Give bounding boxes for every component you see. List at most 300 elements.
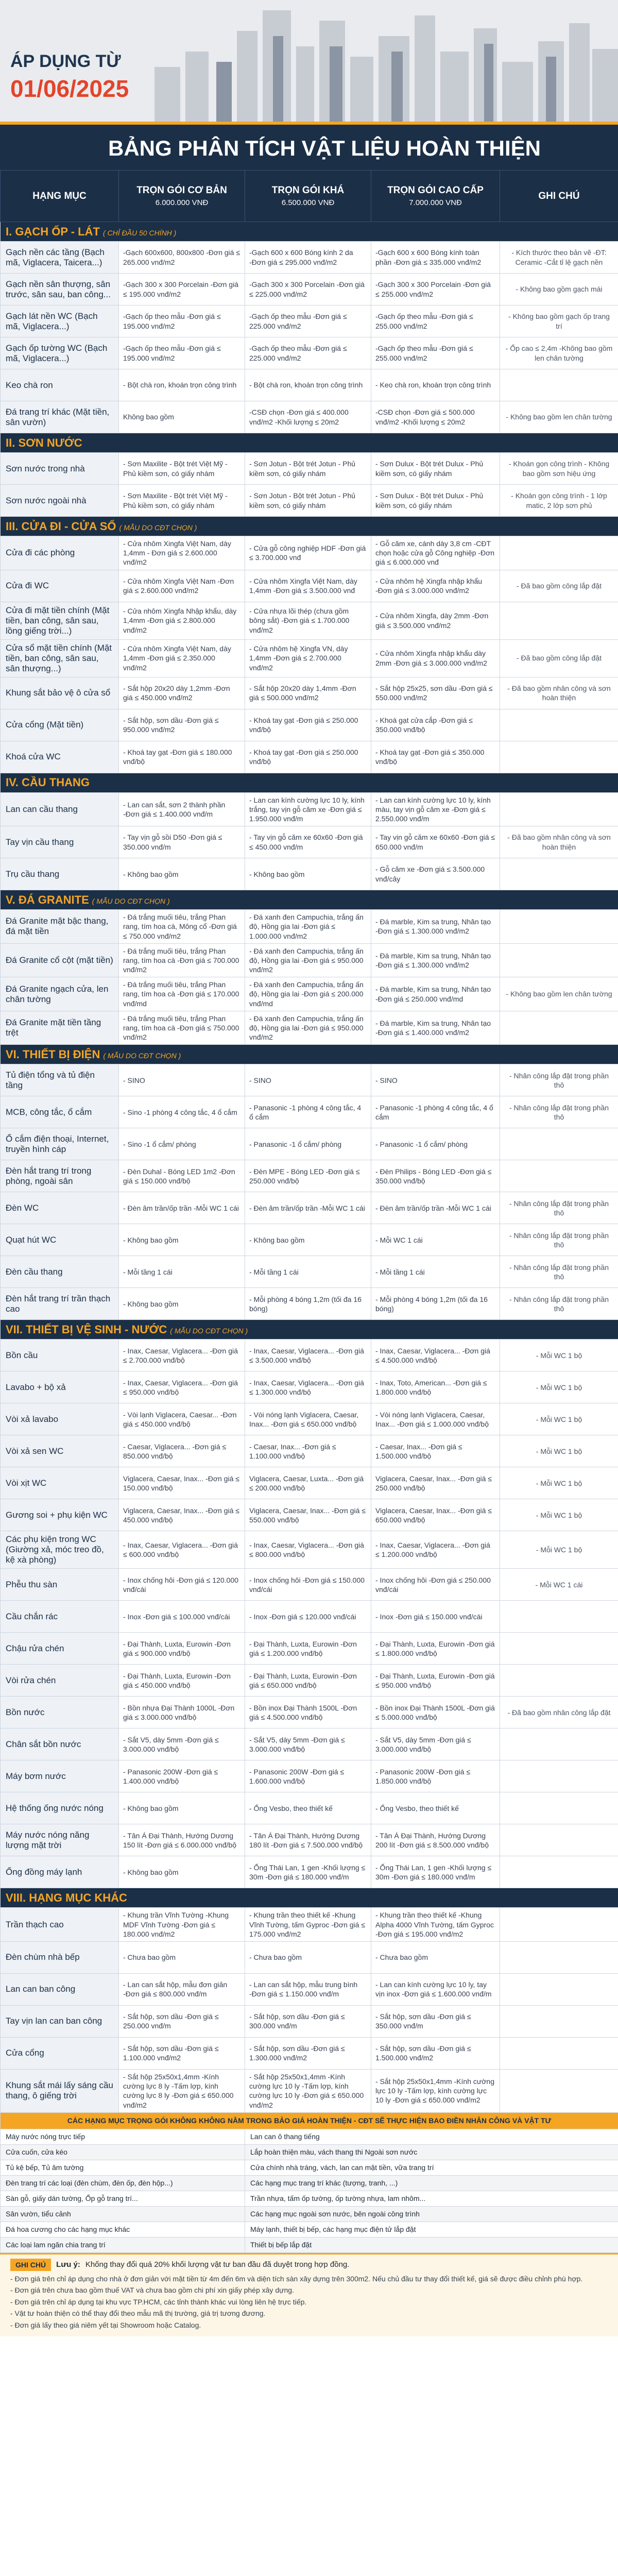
- note-cell: - Mỗi WC 1 bộ: [500, 1340, 618, 1371]
- basic-package-cell: - Cửa nhôm Xingfa Việt Nam -Đơn giá ≤ 2.600.000 vnđ/m2: [119, 570, 245, 602]
- basic-package-cell: -Gạch 600x600, 800x800 -Đơn giá ≤ 265.000 vnđ/m2: [119, 242, 245, 274]
- note-text: Khống thay đổi quá 20% khối lượng vật tư ban đầu đã duyệt trong hợp đồng.: [85, 2260, 350, 2269]
- note-cell: [500, 741, 618, 773]
- section-title: VIII. HẠNG MỤC KHÁC: [6, 1891, 127, 1904]
- note-cell: [500, 1128, 618, 1160]
- basic-package-cell: - Đá trắng muối tiêu, trắng Phan rang, tím hoa cà -Đơn giá ≤ 170.000 vnđ/md: [119, 977, 245, 1011]
- row-item: Hệ thống ống nước nóng: [1, 1792, 119, 1824]
- row-item: Trụ cầu thang: [1, 858, 119, 890]
- footnotes: [0, 2253, 618, 2336]
- table-row: [1, 570, 618, 602]
- premium-package-cell: - Đèn Philips - Bóng LED -Đơn giá ≤ 350.000 vnđ/bộ: [371, 1160, 500, 1192]
- row-item: Vòi xả sen WC: [1, 1435, 119, 1467]
- note-cell: - Đã bao gồm nhân công lắp đặt: [500, 1697, 618, 1728]
- good-package-cell: - Cửa nhựa lõi thép (chưa gồm bông sắt) -Đơn giá ≤ 1.700.000 vnđ/m2: [245, 602, 371, 639]
- basic-package-cell: - Cửa nhôm Xingfa Nhập khẩu, dày 1,4mm -Đơn giá ≤ 2.800.000 vnđ/m2: [119, 602, 245, 639]
- excluded-item-row: [1, 2222, 618, 2237]
- premium-package-cell: - Sắt hộp, sơn dầu -Đơn giá ≤ 1.500.000 vnđ/m2: [371, 2037, 500, 2069]
- row-item: Chậu rửa chén: [1, 1633, 119, 1665]
- row-item: Khung sắt bảo vệ ô cửa sổ: [1, 677, 119, 709]
- basic-package-cell: - Chưa bao gồm: [119, 1941, 245, 1973]
- table-row: [1, 858, 618, 890]
- note-cell: [500, 1011, 618, 1045]
- row-item: Cầu chắn rác: [1, 1601, 119, 1633]
- row-item: Đá trang trí khác (Mặt tiền, sân vườn): [1, 401, 119, 433]
- premium-package-cell: - Đá marble, Kim sa trung, Nhân tạo -Đơn giá ≤ 1.300.000 vnđ/m2: [371, 943, 500, 977]
- basic-package-cell: - Panasonic 200W -Đơn giá ≤ 1.400.000 vnđ/bộ: [119, 1760, 245, 1792]
- table-row: [1, 1011, 618, 1045]
- excluded-item-left: Sàn gỗ, giấy dán tường, Ốp gỗ trang trí...: [1, 2191, 245, 2206]
- basic-package-cell: - Sắt hộp, sơn dầu -Đơn giá ≤ 950.000 vnđ/m2: [119, 709, 245, 741]
- good-package-cell: - Tay vịn gỗ căm xe 60x60 -Đơn giá ≤ 450.000 vnđ/m: [245, 826, 371, 858]
- table-row: [1, 2005, 618, 2037]
- apply-from-label: ÁP DỤNG TỪ: [10, 52, 121, 71]
- note-cell: [500, 1973, 618, 2005]
- row-item: Quạt hút WC: [1, 1224, 119, 1256]
- effective-date: 01/06/2025: [10, 75, 129, 102]
- excluded-item-left: Cửa cuốn, cửa kéo: [1, 2144, 245, 2160]
- excluded-item-right: Máy lạnh, thiết bị bếp, các hạng mục điện tử lắp đặt: [245, 2222, 618, 2237]
- table-row: [1, 1531, 618, 1569]
- basic-package-cell: - Sắt V5, dày 5mm -Đơn giá ≤ 3.000.000 vnđ/bộ: [119, 1728, 245, 1760]
- note-cell: - Đã bao gồm nhân công và sơn hoàn thiện: [500, 677, 618, 709]
- basic-package-cell: -Gạch 300 x 300 Porcelain -Đơn giá ≤ 195.000 vnđ/m2: [119, 274, 245, 306]
- table-row: [1, 910, 618, 944]
- good-package-cell: - Đại Thành, Luxta, Eurowin -Đơn giá ≤ 1.200.000 vnđ/bộ: [245, 1633, 371, 1665]
- note-cell: - Mỗi WC 1 bộ: [500, 1403, 618, 1435]
- table-row: [1, 677, 618, 709]
- basic-package-cell: - Không bao gồm: [119, 858, 245, 890]
- header-cell: [1, 171, 119, 222]
- excluded-item-left: Đèn trang trí các loại (đèn chùm, đèn ốp, đèn hộp...): [1, 2175, 245, 2191]
- good-package-cell: - SINO: [245, 1064, 371, 1096]
- good-package-cell: - Chưa bao gồm: [245, 1941, 371, 1973]
- premium-package-cell: -Gạch ốp theo mẫu -Đơn giá ≤ 255.000 vnđ/m2: [371, 337, 500, 369]
- row-item: Vòi rửa chén: [1, 1665, 119, 1697]
- note-cell: [500, 2037, 618, 2069]
- table-row: [1, 1941, 618, 1973]
- premium-package-cell: - Gỗ căm xe, cánh dày 3,8 cm -CĐT chọn hoặc cửa gỗ Công nghiệp -Đơn giá ≤ 6.000.000 vnđ: [371, 536, 500, 570]
- row-item: MCB, công tắc, ổ cắm: [1, 1096, 119, 1128]
- table-row: [1, 1792, 618, 1824]
- section-note: ( MẪU DO CĐT CHỌN ): [119, 523, 197, 532]
- basic-package-cell: - Mỗi tầng 1 cái: [119, 1256, 245, 1288]
- premium-package-cell: - Lan can kính cường lực 10 ly, tay vịn inox -Đơn giá ≤ 1.600.000 vnđ/m: [371, 1973, 500, 2005]
- row-item: Gương soi + phụ kiện WC: [1, 1499, 119, 1531]
- note-cell: - Nhân công lắp đặt trong phần thô: [500, 1224, 618, 1256]
- table-row: [1, 337, 618, 369]
- header-label: TRỌN GÓI CAO CẤP: [387, 185, 484, 196]
- table-row: [1, 943, 618, 977]
- header-row: [1, 171, 618, 222]
- excluded-item-row: [1, 2191, 618, 2206]
- row-item: Cửa đi mặt tiền chính (Mặt tiền, ban công, sân sau, lồng giếng trời...): [1, 602, 119, 639]
- table-row: [1, 1340, 618, 1371]
- row-item: Cửa sổ mặt tiền chính (Mặt tiền, ban công, sân sau, sân thượng...): [1, 639, 119, 677]
- premium-package-cell: Viglacera, Caesar, Inax... -Đơn giá ≤ 650.000 vnđ/bộ: [371, 1499, 500, 1531]
- table-row: [1, 2037, 618, 2069]
- good-package-cell: - Sắt V5, dày 5mm -Đơn giá ≤ 3.000.000 vnđ/bộ: [245, 1728, 371, 1760]
- table-row: [1, 453, 618, 485]
- premium-package-cell: - Khoá gạt cửa cắp -Đơn giá ≤ 350.000 vnđ/bộ: [371, 709, 500, 741]
- premium-package-cell: - Bồn inox Đại Thành 1500L -Đơn giá ≤ 5.000.000 vnđ/bộ: [371, 1697, 500, 1728]
- premium-package-cell: - Lan can kính cường lực 10 ly, kính màu, tay vịn gỗ căm xe -Đơn giá ≤ 2.550.000 vnđ/m: [371, 792, 500, 826]
- basic-package-cell: - Đèn âm trần/ốp trần -Mỗi WC 1 cái: [119, 1192, 245, 1224]
- basic-package-cell: - Khoá tay gạt -Đơn giá ≤ 180.000 vnđ/bộ: [119, 741, 245, 773]
- basic-package-cell: - Lan can sắt, sơn 2 thành phần -Đơn giá ≤ 1.400.000 vnđ/m: [119, 792, 245, 826]
- premium-package-cell: - Tay vịn gỗ căm xe 60x60 -Đơn giá ≤ 650.000 vnđ/m: [371, 826, 500, 858]
- note-cell: - Khoán gọn công trình - Không bao gồm sơn hiệu ứng: [500, 453, 618, 485]
- section-title: I. GẠCH ỐP - LÁT: [6, 225, 100, 238]
- good-package-cell: Viglacera, Caesar, Inax... -Đơn giá ≤ 550.000 vnđ/bộ: [245, 1499, 371, 1531]
- table-row: [1, 1973, 618, 2005]
- excluded-item-right: Thiết bị bếp lắp đặt: [245, 2237, 618, 2252]
- good-package-cell: - Panasonic -1 phòng 4 công tắc, 4 ổ cắm: [245, 1096, 371, 1128]
- table-row: [1, 741, 618, 773]
- note-cell: - Nhân công lắp đặt trong phần thô: [500, 1064, 618, 1096]
- good-package-cell: - Mỗi tầng 1 cái: [245, 1256, 371, 1288]
- good-package-cell: - Lan can sắt hộp, mẫu trung bình -Đơn giá ≤ 1.150.000 vnđ/m: [245, 1973, 371, 2005]
- row-item: Cửa đi các phòng: [1, 536, 119, 570]
- premium-package-cell: -CSĐ chọn -Đơn giá ≤ 500.000 vnđ/m2 -Khối lượng ≤ 20m2: [371, 401, 500, 433]
- premium-package-cell: - Đá marble, Kim sa trung, Nhân tạo -Đơn giá ≤ 250.000 vnđ/md: [371, 977, 500, 1011]
- header-cell: [500, 171, 618, 222]
- table-row: [1, 1856, 618, 1888]
- note-cell: - Nhân công lắp đặt trong phần thô: [500, 1256, 618, 1288]
- note-cell: [500, 602, 618, 639]
- basic-package-cell: - Đá trắng muối tiêu, trắng Phan rang, tím hoa cà -Đơn giá ≤ 750.000 vnđ/m2: [119, 1011, 245, 1045]
- table-row: [1, 639, 618, 677]
- good-package-cell: Viglacera, Caesar, Luxta... -Đơn giá ≤ 200.000 vnđ/bộ: [245, 1467, 371, 1499]
- good-package-cell: - Mỗi phòng 4 bóng 1,2m (tối đa 16 bóng): [245, 1288, 371, 1320]
- section-title-cell: [1, 222, 618, 242]
- note-cell: - Mỗi WC 1 bộ: [500, 1499, 618, 1531]
- table-row: [1, 709, 618, 741]
- table-row: [1, 1908, 618, 1942]
- section-row: [1, 433, 618, 453]
- basic-package-cell: - Sino -1 ổ cắm/ phòng: [119, 1128, 245, 1160]
- note-cell: - Nhân công lắp đặt trong phần thô: [500, 1192, 618, 1224]
- premium-package-cell: - Inax, Caesar, Viglacera... -Đơn giá ≤ 4.500.000 vnđ/bộ: [371, 1340, 500, 1371]
- basic-package-cell: Viglacera, Caesar, Inax... -Đơn giá ≤ 450.000 vnđ/bộ: [119, 1499, 245, 1531]
- note-cell: - Mỗi WC 1 bộ: [500, 1531, 618, 1569]
- footnote-headline: [10, 2259, 608, 2271]
- basic-package-cell: - Không bao gồm: [119, 1856, 245, 1888]
- basic-package-cell: - Sắt hộp, sơn dầu -Đơn giá ≤ 1.100.000 vnđ/m2: [119, 2037, 245, 2069]
- excluded-items-heading-row: [1, 2112, 618, 2129]
- section-title-cell: [1, 433, 618, 453]
- row-item: Cửa đi WC: [1, 570, 119, 602]
- row-item: Đá Granite mặt bậc thang, đá mặt tiền: [1, 910, 119, 944]
- section-row: [1, 1888, 618, 1908]
- row-item: Đèn WC: [1, 1192, 119, 1224]
- table-row: [1, 1403, 618, 1435]
- note-cell: [500, 2069, 618, 2112]
- premium-package-cell: - Đá marble, Kim sa trung, Nhân tạo -Đơn giá ≤ 1.400.000 vnđ/m2: [371, 1011, 500, 1045]
- note-cell: [500, 1856, 618, 1888]
- note-cell: [500, 792, 618, 826]
- row-item: Gạch lát nền WC (Bạch mã, Viglacera...): [1, 306, 119, 337]
- good-package-cell: - Inax, Caesar, Viglacera... -Đơn giá ≤ 800.000 vnđ/bộ: [245, 1531, 371, 1569]
- section-title: V. ĐÁ GRANITE: [6, 893, 89, 906]
- table-header: [1, 171, 618, 222]
- footnote-lines: [10, 2274, 608, 2331]
- premium-package-cell: - Đại Thành, Luxta, Eurowin -Đơn giá ≤ 1.800.000 vnđ/bộ: [371, 1633, 500, 1665]
- table-row: [1, 1128, 618, 1160]
- good-package-cell: - Đèn MPE - Bóng LED -Đơn giá ≤ 250.000 vnđ/bộ: [245, 1160, 371, 1192]
- note-cell: [500, 1728, 618, 1760]
- section-title: VII. THIẾT BỊ VỆ SINH - NƯỚC: [6, 1323, 167, 1336]
- row-item: Lan can cầu thang: [1, 792, 119, 826]
- basic-package-cell: - SINO: [119, 1064, 245, 1096]
- good-package-cell: - Sắt hộp, sơn dầu -Đơn giá ≤ 1.300.000 vnđ/m2: [245, 2037, 371, 2069]
- row-item: Chân sắt bồn nước: [1, 1728, 119, 1760]
- excluded-item-right: Các hạng mục ngoài sơn nước, bên ngoài công trình: [245, 2206, 618, 2222]
- good-package-cell: - Đá xanh đen Campuchia, trắng ấn độ, Hồng gia lai -Đơn giá ≤ 1.000.000 vnđ/m2: [245, 910, 371, 944]
- header-price: 7.000.000 VNĐ: [409, 198, 462, 207]
- basic-package-cell: - Inax, Caesar, Viglacera... -Đơn giá ≤ 2.700.000 vnđ/bộ: [119, 1340, 245, 1371]
- basic-package-cell: - Đèn Duhal - Bóng LED 1m2 -Đơn giá ≤ 150.000 vnđ/bộ: [119, 1160, 245, 1192]
- good-package-cell: - Cửa nhôm Xingfa Việt Nam, dày 1,4mm -Đơn giá ≤ 3.500.000 vnđ: [245, 570, 371, 602]
- good-package-cell: - Bột chà ron, khoán trọn công trình: [245, 369, 371, 401]
- basic-package-cell: - Bồn nhựa Đại Thành 1000L -Đơn giá ≤ 3.000.000 vnđ/bộ: [119, 1697, 245, 1728]
- premium-package-cell: - Sắt V5, dày 5mm -Đơn giá ≤ 3.000.000 vnđ/bộ: [371, 1728, 500, 1760]
- premium-package-cell: - Panasonic -1 ổ cắm/ phòng: [371, 1128, 500, 1160]
- premium-package-cell: - Tân Á Đại Thành, Hướng Dương 200 lít -Đơn giá ≤ 8.500.000 vnđ/bộ: [371, 1824, 500, 1856]
- good-package-cell: - Không bao gồm: [245, 858, 371, 890]
- basic-package-cell: - Lan can sắt hộp, mẫu đơn giản -Đơn giá ≤ 800.000 vnđ/m: [119, 1973, 245, 2005]
- header-label: TRỌN GÓI CƠ BẢN: [136, 185, 227, 196]
- note-cell: [500, 1665, 618, 1697]
- good-package-cell: - Sắt hộp 20x20 dày 1,4mm -Đơn giá ≤ 500.000 vnđ/m2: [245, 677, 371, 709]
- premium-package-cell: - Ống Vesbo, theo thiết kế: [371, 1792, 500, 1824]
- basic-package-cell: - Inax, Caesar, Viglacera... -Đơn giá ≤ 950.000 vnđ/bộ: [119, 1371, 245, 1403]
- row-item: Các phụ kiện trong WC (Giường xả, móc treo đồ, kệ xà phòng): [1, 1531, 119, 1569]
- table-row: [1, 1288, 618, 1320]
- excluded-item-row: [1, 2175, 618, 2191]
- section-title: III. CỬA ĐI - CỬA SỔ: [6, 519, 116, 533]
- basic-package-cell: - Inox -Đơn giá ≤ 100.000 vnđ/cái: [119, 1601, 245, 1633]
- good-package-cell: -Gạch ốp theo mẫu -Đơn giá ≤ 225.000 vnđ/m2: [245, 306, 371, 337]
- note-cell: - Khoán gọn công trình - 1 lớp matic, 2 lớp sơn phủ: [500, 485, 618, 517]
- premium-package-cell: - Ống Thái Lan, 1 gen -Khối lượng ≤ 30m -Đơn giá ≤ 180.000 vnđ/m: [371, 1856, 500, 1888]
- excluded-item-row: [1, 2160, 618, 2175]
- table-row: [1, 1569, 618, 1601]
- section-title-cell: [1, 1888, 618, 1908]
- basic-package-cell: - Caesar, Viglacera... -Đơn giá ≤ 850.000 vnđ/bộ: [119, 1435, 245, 1467]
- table-row: [1, 369, 618, 401]
- note-label: Lưu ý:: [56, 2260, 80, 2269]
- footnote-line: - Đơn giá trên chỉ áp dụng cho nhà ở đơn giản với mặt tiền từ 4m đến 6m và diện tích sàn xây dựng trên 300m2. Nếu chủ đầu tư thay đổi thiết kế, giá sẽ được điều chỉnh phù hợp.: [10, 2274, 583, 2283]
- good-package-cell: - Đá xanh đen Campuchia, trắng ấn độ, Hồng gia lai -Đơn giá ≤ 950.000 vnđ/m2: [245, 1011, 371, 1045]
- table-row: [1, 1601, 618, 1633]
- note-cell: - Đã bao gồm công lắp đặt: [500, 639, 618, 677]
- section-note: ( MẪU DO CĐT CHỌN ): [103, 1051, 181, 1060]
- premium-package-cell: - Khung trần theo thiết kế -Khung Alpha 4000 Vĩnh Tường, tấm Gyproc -Đơn giá ≤ 195.000 vnđ/m2: [371, 1908, 500, 1942]
- table-row: [1, 1160, 618, 1192]
- header-cell: [371, 171, 500, 222]
- good-package-cell: - Khoá tay gạt -Đơn giá ≤ 250.000 vnđ/bộ: [245, 741, 371, 773]
- good-package-cell: - Bồn inox Đại Thành 1500L -Đơn giá ≤ 4.500.000 vnđ/bộ: [245, 1697, 371, 1728]
- note-cell: [500, 1160, 618, 1192]
- row-item: Gạch ốp tường WC (Bạch mã, Viglacera...): [1, 337, 119, 369]
- good-package-cell: - Khung trần theo thiết kế -Khung Vĩnh Tường, tấm Gyproc -Đơn giá ≤ 175.000 vnđ/m2: [245, 1908, 371, 1942]
- row-item: Đá Granite cổ cột (mặt tiền): [1, 943, 119, 977]
- basic-package-cell: - Cửa nhôm Xingfa Việt Nam, dày 1,4mm -Đơn giá ≤ 2.350.000 vnđ/m2: [119, 639, 245, 677]
- note-cell: [500, 2005, 618, 2037]
- basic-package-cell: - Cửa nhôm Xingfa Việt Nam, dày 1,4mm - Đơn giá ≤ 2.600.000 vnđ/m2: [119, 536, 245, 570]
- page-title: BẢNG PHÂN TÍCH VẬT LIỆU HOÀN THIỆN: [0, 122, 618, 170]
- basic-package-cell: - Sắt hộp 20x20 dày 1,2mm -Đơn giá ≤ 450.000 vnđ/m2: [119, 677, 245, 709]
- section-title-cell: [1, 1045, 618, 1064]
- good-package-cell: - Ống Vesbo, theo thiết kế: [245, 1792, 371, 1824]
- basic-package-cell: - Đá trắng muối tiêu, trắng Phan rang, tím hoa cà, Mông cổ -Đơn giá ≤ 750.000 vnđ/m2: [119, 910, 245, 944]
- section-row: [1, 1320, 618, 1340]
- table-row: [1, 2069, 618, 2112]
- basic-package-cell: - Sơn Maxilite - Bột trét Việt Mỹ - Phủ kiềm sơn, có giấy nhám: [119, 485, 245, 517]
- note-cell: - Không bao gồm gạch mái: [500, 274, 618, 306]
- row-item: Keo chà ron: [1, 369, 119, 401]
- table-row: [1, 602, 618, 639]
- table-row: [1, 1665, 618, 1697]
- row-item: Sơn nước trong nhà: [1, 453, 119, 485]
- section-row: [1, 773, 618, 792]
- row-item: Máy bơm nước: [1, 1760, 119, 1792]
- row-item: Gạch nền các tầng (Bạch mã, Viglacera, Taicera...): [1, 242, 119, 274]
- row-item: Đèn hắt trang trí trong phòng, ngoài sân: [1, 1160, 119, 1192]
- row-item: Vòi xịt WC: [1, 1467, 119, 1499]
- table-row: [1, 485, 618, 517]
- basic-package-cell: - Không bao gồm: [119, 1792, 245, 1824]
- premium-package-cell: - Mỗi WC 1 cái: [371, 1224, 500, 1256]
- note-cell: [500, 709, 618, 741]
- row-item: Tay vịn lan can ban công: [1, 2005, 119, 2037]
- note-cell: - Kích thước theo bản vẽ -ĐT: Ceramic -Cắt tỉ lệ gạch nền: [500, 242, 618, 274]
- section-title-cell: [1, 1320, 618, 1340]
- premium-package-cell: - Panasonic 200W -Đơn giá ≤ 1.850.000 vnđ/bộ: [371, 1760, 500, 1792]
- row-item: Đèn cầu thang: [1, 1256, 119, 1288]
- footnote-line: - Đơn giá lấy theo giá niêm yết tại Showroom hoặc Catalog.: [10, 2321, 201, 2330]
- premium-package-cell: - Cửa nhôm hệ Xingfa nhập khẩu -Đơn giá ≤ 3.000.000 vnđ/m2: [371, 570, 500, 602]
- excluded-item-left: Tủ kệ bếp, Tủ âm tường: [1, 2160, 245, 2175]
- premium-package-cell: - Keo chà ron, khoán trọn công trình: [371, 369, 500, 401]
- table-row: [1, 1224, 618, 1256]
- header-price: 6.500.000 VNĐ: [281, 198, 335, 207]
- good-package-cell: - Khoá tay gạt -Đơn giá ≤ 250.000 vnđ/bộ: [245, 709, 371, 741]
- excluded-item-left: Sân vườn, tiểu cảnh: [1, 2206, 245, 2222]
- good-package-cell: - Đại Thành, Luxta, Eurowin -Đơn giá ≤ 650.000 vnđ/bộ: [245, 1665, 371, 1697]
- good-package-cell: - Ống Thái Lan, 1 gen -Khối lượng ≤ 30m -Đơn giá ≤ 180.000 vnđ/m: [245, 1856, 371, 1888]
- note-cell: - Nhân công lắp đặt trong phần thô: [500, 1096, 618, 1128]
- row-item: Trần thạch cao: [1, 1908, 119, 1942]
- excluded-items-heading: CÁC HẠNG MỤC TRỌNG GÓI KHÔNG KHÔNG NẰM TRONG BẢO GIÁ HOÀN THIỆN - CĐT SẼ THỰC HIỆN BAO ĐIỀN NHÂN CÔNG VÀ VẬT TƯ: [1, 2112, 618, 2129]
- row-item: Khoá cửa WC: [1, 741, 119, 773]
- table-row: [1, 1824, 618, 1856]
- section-title: II. SƠN NƯỚC: [6, 436, 82, 449]
- note-cell: - Mỗi WC 1 bộ: [500, 1435, 618, 1467]
- good-package-cell: -Gạch 300 x 300 Porcelain -Đơn giá ≤ 225.000 vnđ/m2: [245, 274, 371, 306]
- table-row: [1, 306, 618, 337]
- basic-package-cell: - Đại Thành, Luxta, Eurowin -Đơn giá ≤ 900.000 vnđ/bộ: [119, 1633, 245, 1665]
- basic-package-cell: - Khung trần Vĩnh Tường -Khung MDF Vĩnh Tường -Đơn giá ≤ 180.000 vnđ/m2: [119, 1908, 245, 1942]
- basic-package-cell: - Sắt hộp 25x50x1,4mm -Kính cường lực 8 ly -Tấm lợp, kính cường lực 8 ly -Đơn giá ≤ 650.000 vnđ/m2: [119, 2069, 245, 2112]
- table-row: [1, 1467, 618, 1499]
- footnote-line: - Đơn giá trên chỉ áp dụng tại khu vực TP.HCM, các tỉnh thành khác vui lòng liên hệ trực tiếp.: [10, 2297, 307, 2306]
- note-cell: [500, 858, 618, 890]
- table-row: [1, 1256, 618, 1288]
- premium-package-cell: - Inax, Caesar, Viglacera... -Đơn giá ≤ 1.200.000 vnđ/bộ: [371, 1531, 500, 1569]
- premium-package-cell: - Sắt hộp, sơn dầu -Đơn giá ≤ 350.000 vnđ/m: [371, 2005, 500, 2037]
- note-cell: - Mỗi WC 1 bộ: [500, 1371, 618, 1403]
- section-title-cell: [1, 773, 618, 792]
- premium-package-cell: -Gạch 600 x 600 Bóng kính toàn phần -Đơn giá ≤ 335.000 vnđ/m2: [371, 242, 500, 274]
- excluded-item-row: [1, 2144, 618, 2160]
- table-row: [1, 826, 618, 858]
- premium-package-cell: - Cửa nhôm Xingfa nhập khẩu dày 2mm -Đơn giá ≤ 3.000.000 vnđ/m2: [371, 639, 500, 677]
- premium-package-cell: -Gạch ốp theo mẫu -Đơn giá ≤ 255.000 vnđ/m2: [371, 306, 500, 337]
- table-row: [1, 1371, 618, 1403]
- row-item: Phễu thu sàn: [1, 1569, 119, 1601]
- section-title: VI. THIẾT BỊ ĐIỆN: [6, 1047, 100, 1061]
- section-title-cell: [1, 517, 618, 536]
- row-item: Vòi xả lavabo: [1, 1403, 119, 1435]
- note-cell: - Đã bao gồm công lắp đặt: [500, 570, 618, 602]
- table-row: [1, 1096, 618, 1128]
- note-cell: [500, 369, 618, 401]
- row-item: Máy nước nóng năng lượng mặt trời: [1, 1824, 119, 1856]
- header-label: TRỌN GÓI KHÁ: [271, 185, 345, 196]
- good-package-cell: - Inax, Caesar, Viglacera... -Đơn giá ≤ 3.500.000 vnđ/bộ: [245, 1340, 371, 1371]
- good-package-cell: - Cửa nhôm hệ Xingfa VN, dày 1,4mm -Đơn giá ≤ 2.700.000 vnđ/m2: [245, 639, 371, 677]
- note-cell: [500, 910, 618, 944]
- header-price: 6.000.000 VNĐ: [155, 198, 209, 207]
- premium-package-cell: Viglacera, Caesar, Inax... -Đơn giá ≤ 250.000 vnđ/bộ: [371, 1467, 500, 1499]
- basic-package-cell: - Sắt hộp, sơn dầu -Đơn giá ≤ 250.000 vnđ/m: [119, 2005, 245, 2037]
- basic-package-cell: - Không bao gồm: [119, 1224, 245, 1256]
- table-row: [1, 1728, 618, 1760]
- table-row: [1, 1064, 618, 1096]
- good-package-cell: - Đèn âm trần/ốp trần -Mỗi WC 1 cái: [245, 1192, 371, 1224]
- premium-package-cell: - Đá marble, Kim sa trung, Nhân tạo -Đơn giá ≤ 1.300.000 vnđ/m2: [371, 910, 500, 944]
- premium-package-cell: - Cửa nhôm Xingfa, dày 2mm -Đơn giá ≤ 3.500.000 vnđ/m2: [371, 602, 500, 639]
- header-label: GHI CHÚ: [538, 190, 580, 201]
- row-item: Lan can ban công: [1, 1973, 119, 2005]
- table-row: [1, 1760, 618, 1792]
- good-package-cell: - Tân Á Đại Thành, Hướng Dương 180 lít -Đơn giá ≤ 7.500.000 vnđ/bộ: [245, 1824, 371, 1856]
- basic-package-cell: - Sino -1 phòng 4 công tắc, 4 ổ cắm: [119, 1096, 245, 1128]
- section-row: [1, 517, 618, 536]
- section-note: ( MẪU DO CĐT CHỌN ): [92, 896, 170, 905]
- good-package-cell: - Inox chống hôi -Đơn giá ≤ 150.000 vnđ/cái: [245, 1569, 371, 1601]
- good-package-cell: - Đá xanh đen Campuchia, trắng ấn độ, Hồng gia lai -Đơn giá ≤ 950.000 vnđ/m2: [245, 943, 371, 977]
- premium-package-cell: - Panasonic -1 phòng 4 công tắc, 4 ổ cắm: [371, 1096, 500, 1128]
- note-cell: [500, 1760, 618, 1792]
- row-item: Tủ điện tổng và tủ điện tầng: [1, 1064, 119, 1096]
- table-row: [1, 536, 618, 570]
- table-row: [1, 1697, 618, 1728]
- premium-package-cell: - Sắt hộp 25x25, sơn dầu -Đơn giá ≤ 550.000 vnđ/m2: [371, 677, 500, 709]
- header-cell: [245, 171, 371, 222]
- note-cell: - Nhân công lắp đặt trong phần thô: [500, 1288, 618, 1320]
- row-item: Đá Granite ngạch cửa, len chân tường: [1, 977, 119, 1011]
- excluded-item-left: Các loại lam ngăn chia trang trí: [1, 2237, 245, 2252]
- note-cell: [500, 536, 618, 570]
- note-cell: [500, 1633, 618, 1665]
- row-item: Gạch nền sân thượng, sân trước, sân sau, ban công...: [1, 274, 119, 306]
- good-package-cell: - Caesar, Inax... -Đơn giá ≤ 1.100.000 vnđ/bộ: [245, 1435, 371, 1467]
- good-package-cell: - Đá xanh đen Campuchia, trắng ấn độ, Hồng gia lai -Đơn giá ≤ 200.000 vnđ/md: [245, 977, 371, 1011]
- row-item: Đá Granite mặt tiền tầng trệt: [1, 1011, 119, 1045]
